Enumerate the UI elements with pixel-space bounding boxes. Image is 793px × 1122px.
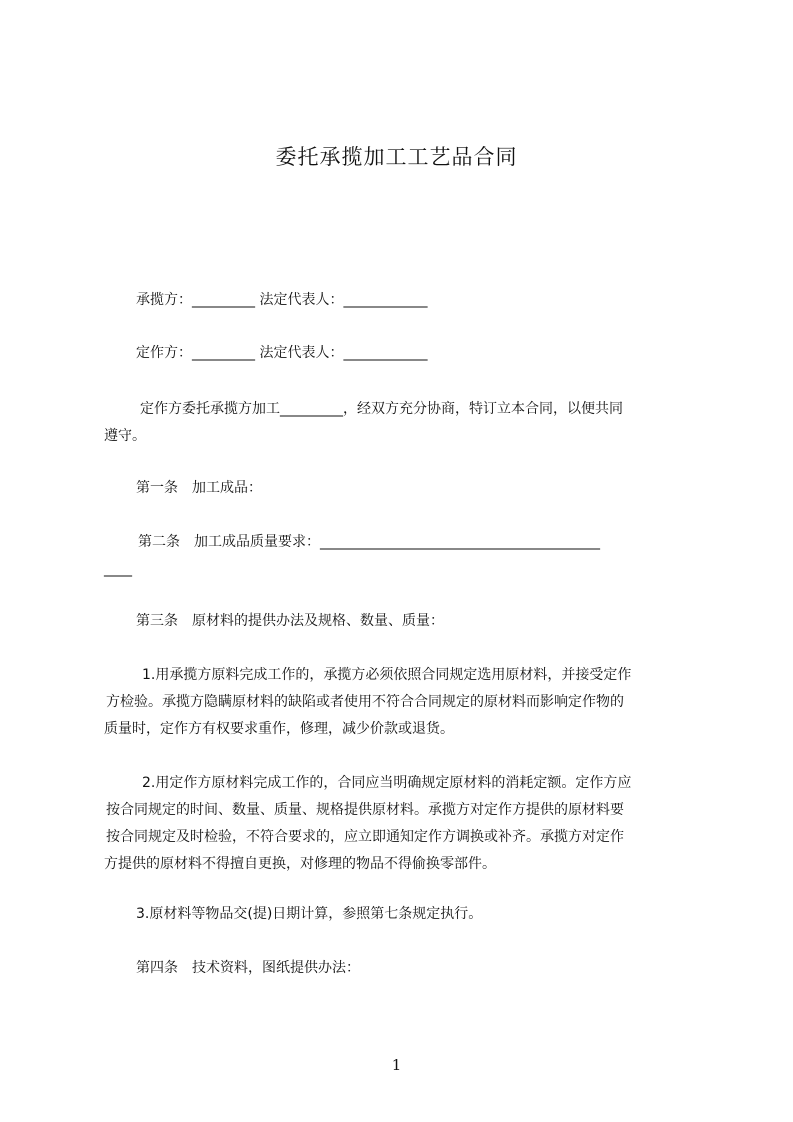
article-3-item-2-line-2: 按合同规定的时间、数量、质量、规格提供原材料。承揽方对定作方提供的原材料要 [106,802,624,818]
article-4-heading: 第四条 技术资料，图纸提供办法： [136,960,360,976]
article-3-item-2-line-4: 方提供的原材料不得擅自更换，对修理的物品不得偷换零部件。 [104,856,496,872]
intro-line-2: 遵守。 [104,428,146,444]
article-3-item-1-line-1: 1.用承揽方原料完成工作的，承揽方必须依照合同规定选用原材料，并接受定作 [142,667,632,683]
document-title: 委托承揽加工工艺品合同 [275,145,518,169]
intro-line-1: 定作方委托承揽方加工_________，经双方充分协商，特订立本合同，以便共同 [140,401,623,417]
article-3-item-1-line-3: 质量时，定作方有权要求重作，修理，减少价款或退货。 [104,721,454,737]
article-2-line-2: ____ [104,561,132,577]
article-3-item-3: 3.原材料等物品交(提)日期计算，参照第七条规定执行。 [136,906,483,922]
article-3-item-2-line-1: 2.用定作方原材料完成工作的，合同应当明确规定原材料的消耗定额。定作方应 [142,775,632,791]
article-3-heading: 第三条 原材料的提供办法及规格、数量、质量： [136,613,444,629]
article-2-line-1: 第二条 加工成品质量要求：________________________________________ [138,534,600,550]
orderer-line: 定作方：_________ 法定代表人：____________ [136,345,428,361]
page-number: 1 [391,1056,402,1074]
article-1-heading: 第一条 加工成品： [136,480,262,496]
article-3-item-2-line-3: 按合同规定及时检验，不符合要求的，应立即通知定作方调换或补齐。承揽方对定作 [106,829,624,845]
article-3-item-1-line-2: 方检验。承揽方隐瞒原材料的缺陷或者使用不符合合同规定的原材料而影响定作物的 [106,694,624,710]
contractor-line: 承揽方：_________ 法定代表人：____________ [136,292,428,308]
